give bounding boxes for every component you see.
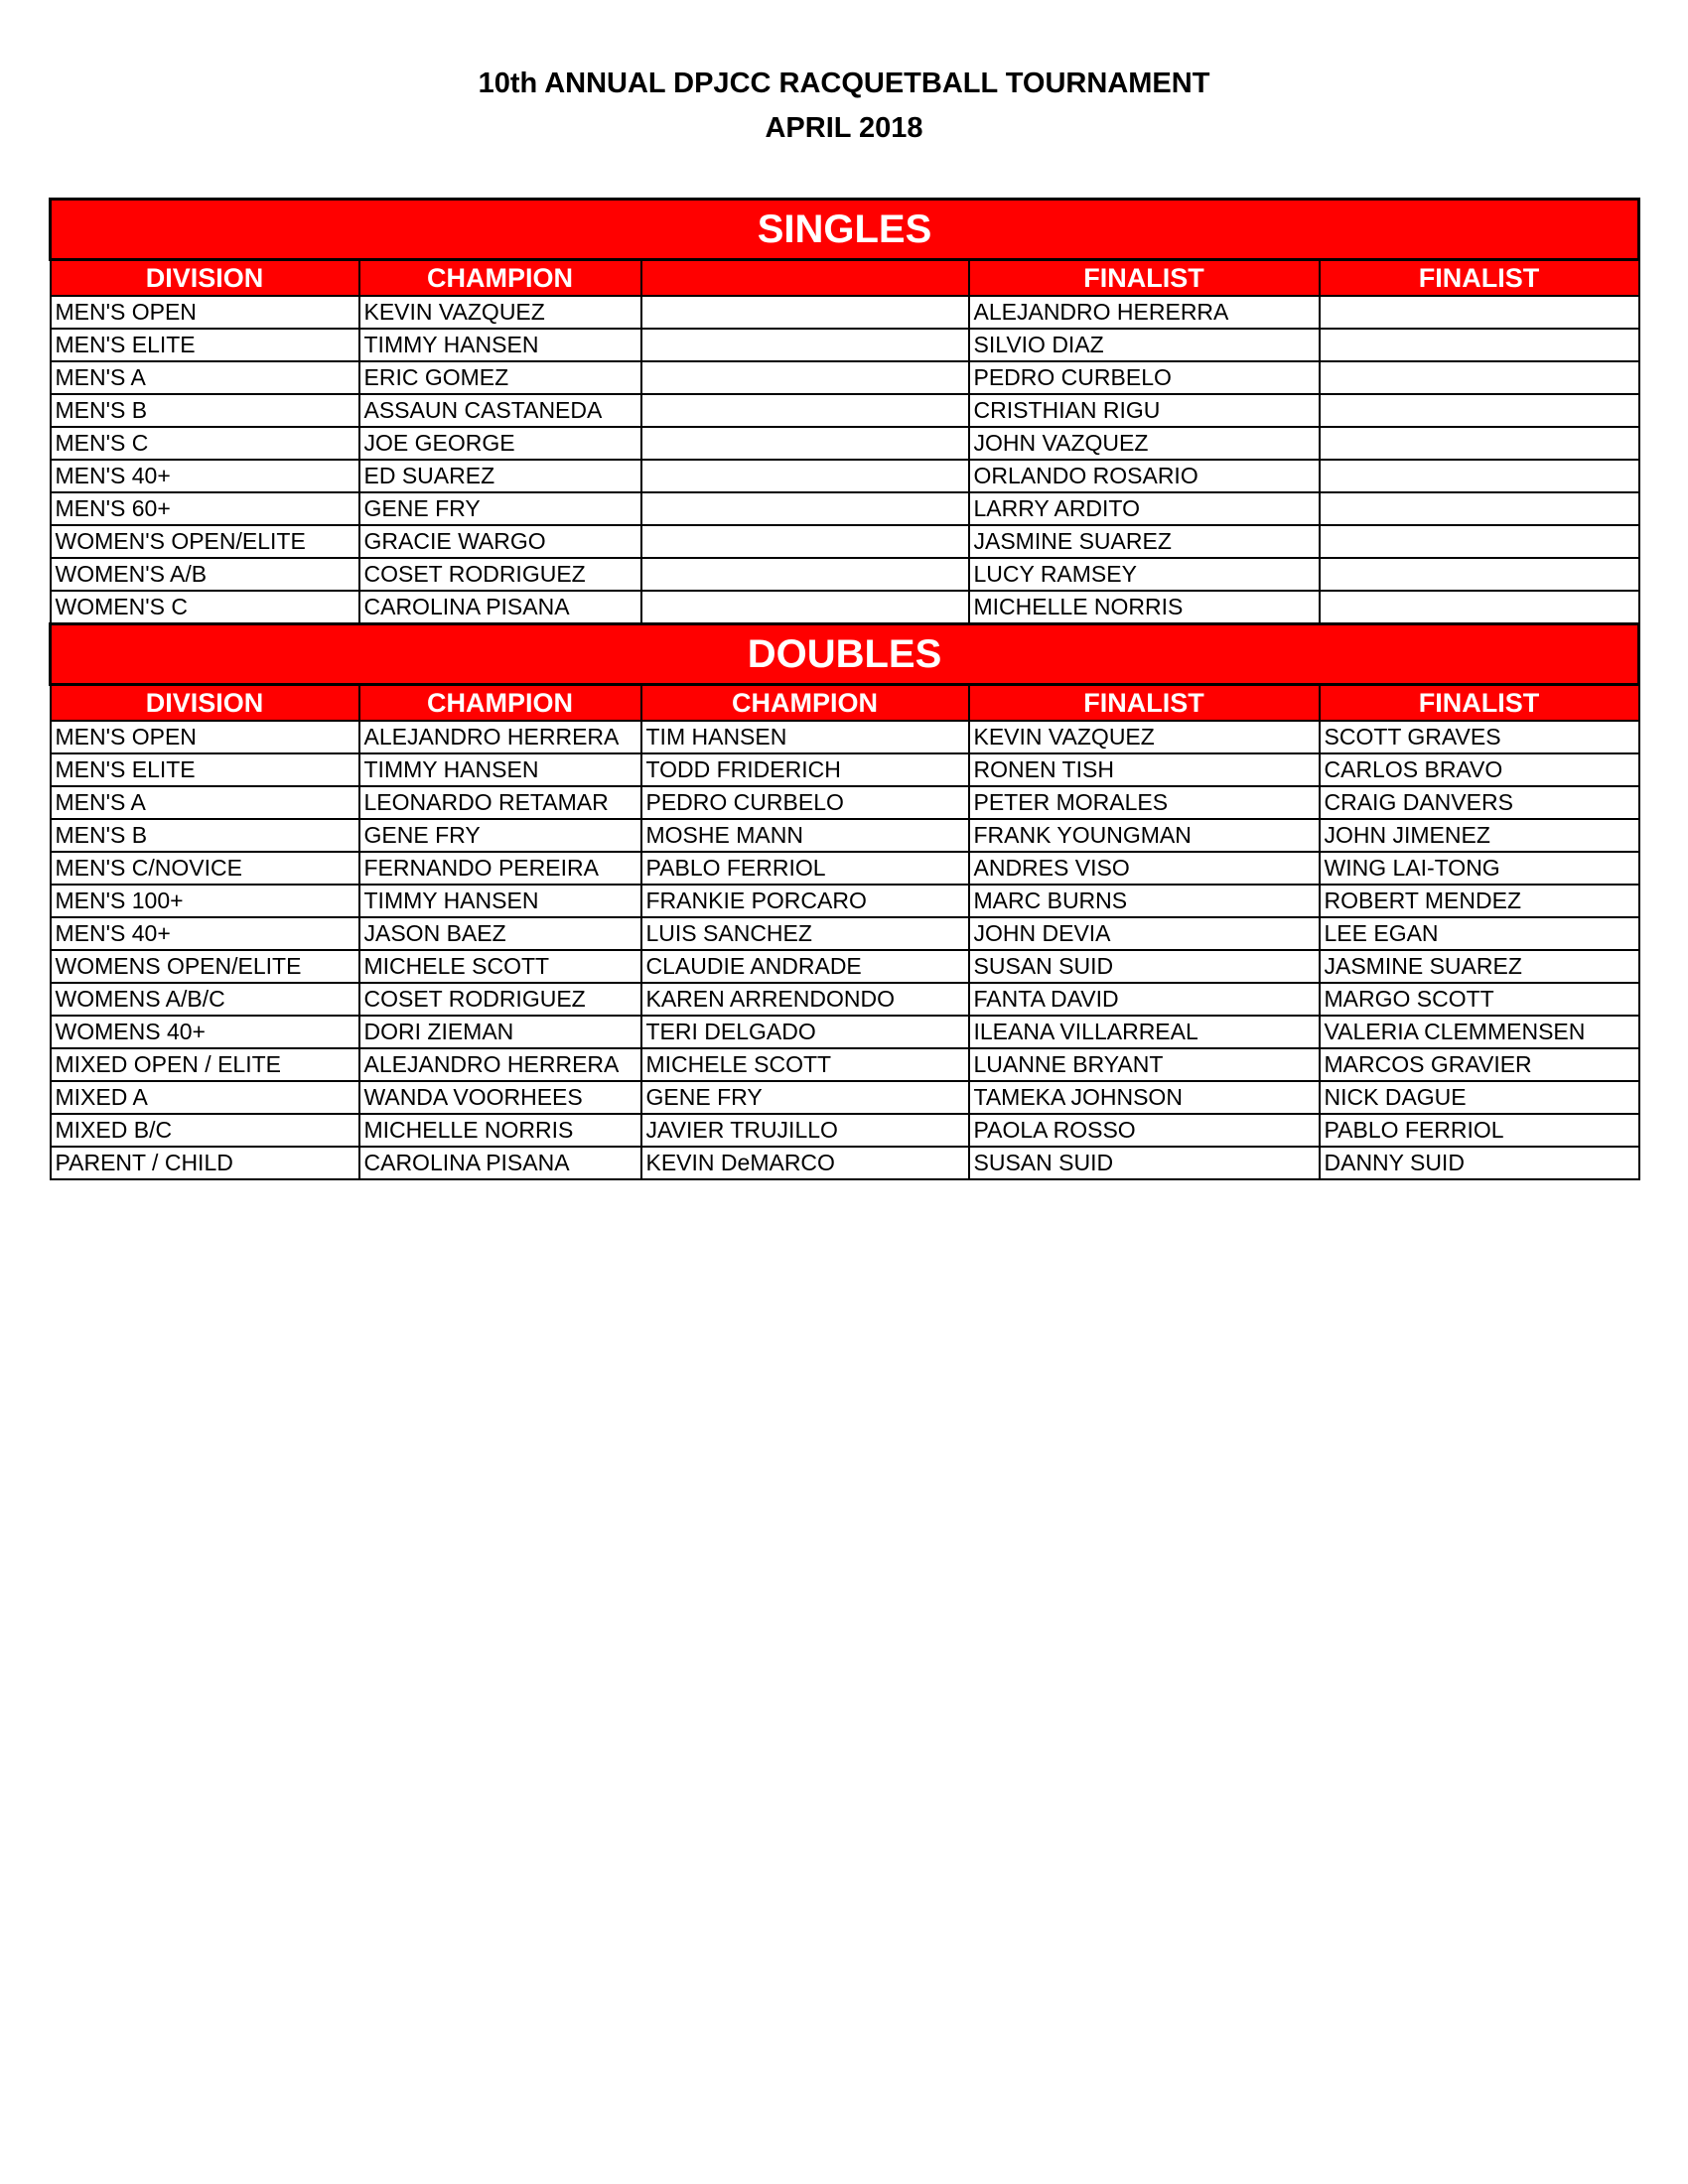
singles-column-header-row (51, 260, 1639, 297)
champion-2-cell: CLAUDIE ANDRADE (641, 950, 969, 983)
doubles-table-row (51, 753, 1639, 786)
champion-cell: JASON BAEZ (359, 917, 641, 950)
finalist-2-cell: DANNY SUID (1320, 1147, 1639, 1179)
champion-cell: LEONARDO RETAMAR (359, 786, 641, 819)
division-cell: WOMENS A/B/C (51, 983, 359, 1016)
finalist-2-cell (1320, 460, 1639, 492)
division-cell: PARENT / CHILD (51, 1147, 359, 1179)
champion-2-cell: LUIS SANCHEZ (641, 917, 969, 950)
champion-cell: ASSAUN CASTANEDA (359, 394, 641, 427)
champion-cell: ERIC GOMEZ (359, 361, 641, 394)
champion-cell: COSET RODRIGUEZ (359, 983, 641, 1016)
finalist-2-cell: PABLO FERRIOL (1320, 1114, 1639, 1147)
division-cell: MEN'S OPEN (51, 721, 359, 753)
doubles-table-row (51, 721, 1639, 753)
finalist-cell: SUSAN SUID (969, 1147, 1320, 1179)
singles-title-row (51, 200, 1639, 260)
champion-cell: CAROLINA PISANA (359, 1147, 641, 1179)
champion-2-cell: MICHELE SCOTT (641, 1048, 969, 1081)
finalist-cell: KEVIN VAZQUEZ (969, 721, 1320, 753)
section-title: SINGLES (51, 200, 1639, 260)
champion-cell: ALEJANDRO HERRERA (359, 1048, 641, 1081)
finalist-2-cell: CARLOS BRAVO (1320, 753, 1639, 786)
champion-cell: FERNANDO PEREIRA (359, 852, 641, 885)
finalist-2-cell (1320, 558, 1639, 591)
division-cell: MEN'S C (51, 427, 359, 460)
finalist-2-cell (1320, 361, 1639, 394)
finalist-2-cell: SCOTT GRAVES (1320, 721, 1639, 753)
finalist-cell: PAOLA ROSSO (969, 1114, 1320, 1147)
division-cell: MEN'S 100+ (51, 885, 359, 917)
division-cell: MEN'S B (51, 394, 359, 427)
column-header-champion-2 (641, 260, 969, 297)
division-cell: WOMEN'S C (51, 591, 359, 624)
finalist-2-cell: VALERIA CLEMMENSEN (1320, 1016, 1639, 1048)
finalist-2-cell: MARGO SCOTT (1320, 983, 1639, 1016)
finalist-cell: TAMEKA JOHNSON (969, 1081, 1320, 1114)
finalist-2-cell: ROBERT MENDEZ (1320, 885, 1639, 917)
champion-2-cell: TERI DELGADO (641, 1016, 969, 1048)
champion-cell: GENE FRY (359, 819, 641, 852)
doubles-table-row (51, 917, 1639, 950)
champion-2-cell: GENE FRY (641, 1081, 969, 1114)
section-title: DOUBLES (51, 624, 1639, 685)
champion-cell: GENE FRY (359, 492, 641, 525)
doubles-table-row (51, 819, 1639, 852)
finalist-cell: PETER MORALES (969, 786, 1320, 819)
column-header-finalist: FINALIST (969, 685, 1320, 722)
doubles-table-row (51, 950, 1639, 983)
finalist-cell: JASMINE SUAREZ (969, 525, 1320, 558)
finalist-cell: JOHN DEVIA (969, 917, 1320, 950)
champion-2-cell: KAREN ARRENDONDO (641, 983, 969, 1016)
division-cell: MEN'S 40+ (51, 917, 359, 950)
division-cell: MEN'S OPEN (51, 296, 359, 329)
singles-table-row (51, 591, 1639, 624)
champion-cell: TIMMY HANSEN (359, 885, 641, 917)
doubles-table-row (51, 1016, 1639, 1048)
champion-2-cell (641, 296, 969, 329)
champion-2-cell (641, 591, 969, 624)
singles-table-row (51, 492, 1639, 525)
division-cell: MIXED A (51, 1081, 359, 1114)
division-cell: MEN'S ELITE (51, 753, 359, 786)
finalist-2-cell (1320, 591, 1639, 624)
champion-cell: WANDA VOORHEES (359, 1081, 641, 1114)
champion-2-cell: MOSHE MANN (641, 819, 969, 852)
singles-table-row (51, 460, 1639, 492)
column-header-champion-2: CHAMPION (641, 685, 969, 722)
singles-table-row (51, 361, 1639, 394)
doubles-table-row (51, 1081, 1639, 1114)
finalist-cell: ALEJANDRO HERERRA (969, 296, 1320, 329)
division-cell: WOMENS 40+ (51, 1016, 359, 1048)
finalist-cell: FANTA DAVID (969, 983, 1320, 1016)
champion-2-cell (641, 427, 969, 460)
division-cell: MEN'S C/NOVICE (51, 852, 359, 885)
champion-cell: MICHELE SCOTT (359, 950, 641, 983)
finalist-2-cell: NICK DAGUE (1320, 1081, 1639, 1114)
division-cell: WOMENS OPEN/ELITE (51, 950, 359, 983)
division-cell: MEN'S B (51, 819, 359, 852)
finalist-cell: RONEN TISH (969, 753, 1320, 786)
champion-2-cell: KEVIN DeMARCO (641, 1147, 969, 1179)
champion-2-cell: TIM HANSEN (641, 721, 969, 753)
singles-table-row (51, 296, 1639, 329)
finalist-2-cell (1320, 427, 1639, 460)
finalist-2-cell (1320, 492, 1639, 525)
column-header-division: DIVISION (51, 260, 359, 297)
champion-cell: KEVIN VAZQUEZ (359, 296, 641, 329)
champion-cell: MICHELLE NORRIS (359, 1114, 641, 1147)
champion-2-cell (641, 492, 969, 525)
champion-2-cell: PEDRO CURBELO (641, 786, 969, 819)
doubles-table-row (51, 885, 1639, 917)
finalist-cell: JOHN VAZQUEZ (969, 427, 1320, 460)
finalist-2-cell: WING LAI-TONG (1320, 852, 1639, 885)
doubles-table-row (51, 786, 1639, 819)
doubles-table-row (51, 1147, 1639, 1179)
finalist-cell: ILEANA VILLARREAL (969, 1016, 1320, 1048)
column-header-champion: CHAMPION (359, 260, 641, 297)
finalist-cell: CRISTHIAN RIGU (969, 394, 1320, 427)
champion-2-cell (641, 460, 969, 492)
champion-2-cell (641, 558, 969, 591)
finalist-cell: ORLANDO ROSARIO (969, 460, 1320, 492)
doubles-table-row (51, 852, 1639, 885)
champion-2-cell: FRANKIE PORCARO (641, 885, 969, 917)
champion-2-cell (641, 525, 969, 558)
champion-cell: TIMMY HANSEN (359, 329, 641, 361)
finalist-2-cell: LEE EGAN (1320, 917, 1639, 950)
column-header-champion: CHAMPION (359, 685, 641, 722)
finalist-2-cell (1320, 296, 1639, 329)
finalist-cell: LARRY ARDITO (969, 492, 1320, 525)
champion-2-cell (641, 329, 969, 361)
champion-cell: JOE GEORGE (359, 427, 641, 460)
champion-cell: COSET RODRIGUEZ (359, 558, 641, 591)
doubles-column-header-row (51, 685, 1639, 722)
finalist-cell: SUSAN SUID (969, 950, 1320, 983)
finalist-2-cell: JOHN JIMENEZ (1320, 819, 1639, 852)
division-cell: MIXED B/C (51, 1114, 359, 1147)
champion-cell: CAROLINA PISANA (359, 591, 641, 624)
finalist-2-cell (1320, 394, 1639, 427)
document-header (0, 62, 1688, 151)
champion-2-cell: JAVIER TRUJILLO (641, 1114, 969, 1147)
finalist-cell: MICHELLE NORRIS (969, 591, 1320, 624)
champion-cell: DORI ZIEMAN (359, 1016, 641, 1048)
finalist-cell: LUANNE BRYANT (969, 1048, 1320, 1081)
division-cell: WOMEN'S OPEN/ELITE (51, 525, 359, 558)
finalist-cell: ANDRES VISO (969, 852, 1320, 885)
champion-cell: ED SUAREZ (359, 460, 641, 492)
doubles-title-row (51, 624, 1639, 685)
column-header-finalist-2: FINALIST (1320, 260, 1639, 297)
champion-2-cell: TODD FRIDERICH (641, 753, 969, 786)
division-cell: MEN'S 40+ (51, 460, 359, 492)
results-table (49, 198, 1640, 1180)
finalist-2-cell: CRAIG DANVERS (1320, 786, 1639, 819)
finalist-2-cell: MARCOS GRAVIER (1320, 1048, 1639, 1081)
column-header-finalist-2: FINALIST (1320, 685, 1639, 722)
document-subtitle: APRIL 2018 (765, 112, 923, 144)
singles-table-row (51, 525, 1639, 558)
finalist-cell: PEDRO CURBELO (969, 361, 1320, 394)
division-cell: MEN'S 60+ (51, 492, 359, 525)
column-header-division: DIVISION (51, 685, 359, 722)
division-cell: MEN'S ELITE (51, 329, 359, 361)
finalist-cell: FRANK YOUNGMAN (969, 819, 1320, 852)
doubles-section (51, 624, 1639, 1180)
singles-table-row (51, 394, 1639, 427)
singles-table-row (51, 558, 1639, 591)
finalist-cell: SILVIO DIAZ (969, 329, 1320, 361)
division-cell: MEN'S A (51, 786, 359, 819)
champion-2-cell (641, 361, 969, 394)
finalist-2-cell (1320, 525, 1639, 558)
singles-table-row (51, 427, 1639, 460)
champion-cell: TIMMY HANSEN (359, 753, 641, 786)
finalist-cell: MARC BURNS (969, 885, 1320, 917)
champion-2-cell (641, 394, 969, 427)
finalist-2-cell: JASMINE SUAREZ (1320, 950, 1639, 983)
champion-cell: ALEJANDRO HERRERA (359, 721, 641, 753)
division-cell: MEN'S A (51, 361, 359, 394)
finalist-2-cell (1320, 329, 1639, 361)
singles-section (51, 200, 1639, 624)
finalist-cell: LUCY RAMSEY (969, 558, 1320, 591)
doubles-table-row (51, 1114, 1639, 1147)
document-title: 10th ANNUAL DPJCC RACQUETBALL TOURNAMENT (478, 68, 1210, 99)
singles-table-row (51, 329, 1639, 361)
division-cell: MIXED OPEN / ELITE (51, 1048, 359, 1081)
champion-cell: GRACIE WARGO (359, 525, 641, 558)
division-cell: WOMEN'S A/B (51, 558, 359, 591)
doubles-table-row (51, 983, 1639, 1016)
doubles-table-row (51, 1048, 1639, 1081)
champion-2-cell: PABLO FERRIOL (641, 852, 969, 885)
column-header-finalist: FINALIST (969, 260, 1320, 297)
